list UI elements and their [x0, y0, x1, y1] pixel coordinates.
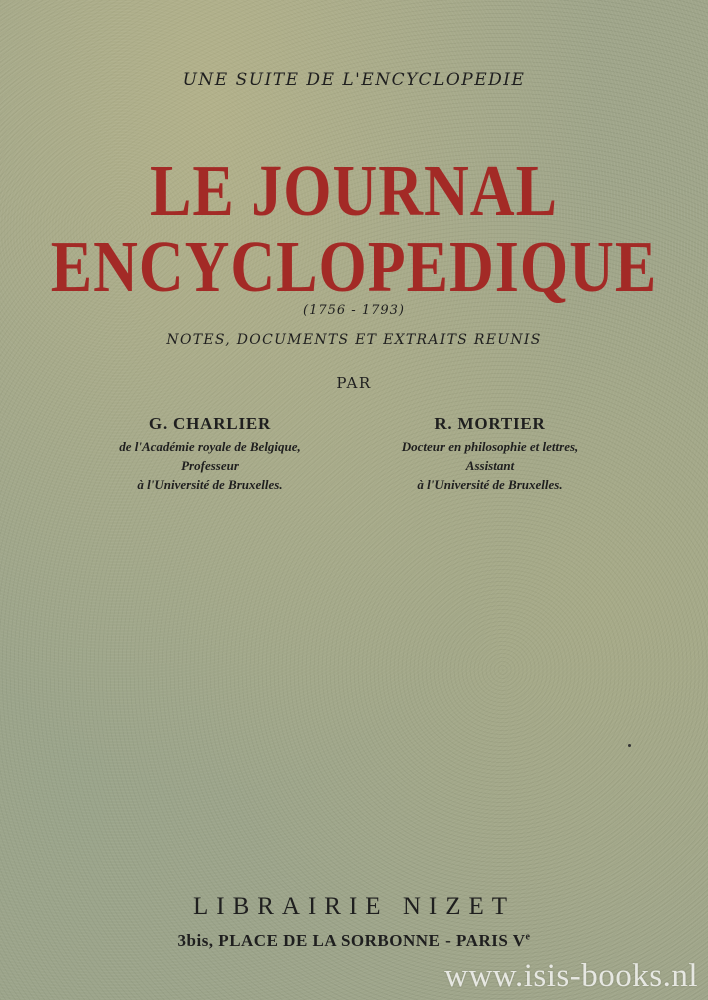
series-title: UNE SUITE DE L'ENCYCLOPEDIE: [182, 70, 526, 90]
address-text: 3bis, PLACE DE LA SORBONNE - PARIS V: [177, 931, 526, 950]
author-name: R. MORTIER: [434, 414, 546, 433]
author-affiliation-line: Docteur en philosophie et lettres,: [401, 439, 579, 454]
author-affiliation-line: de l'Académie royale de Belgique,: [119, 439, 301, 454]
author-charlier: [60, 414, 360, 494]
author-name: G. CHARLIER: [148, 414, 272, 433]
author-mortier: [340, 414, 640, 494]
by-label: PAR: [336, 374, 372, 392]
paper-speck: [628, 744, 631, 747]
main-title-line-2: ENCYCLOPEDIQUE: [50, 227, 658, 308]
publisher-name: LIBRAIRIE NIZET: [192, 893, 516, 920]
author-affiliation-line: Professeur: [181, 458, 239, 473]
main-title-line-1: LE JOURNAL: [150, 151, 558, 232]
publisher-address: [0, 931, 708, 951]
author-affiliation-line: à l'Université de Bruxelles.: [417, 477, 563, 492]
date-range: (1756 - 1793): [303, 303, 405, 318]
subtitle: NOTES, DOCUMENTS ET EXTRAITS REUNIS: [166, 332, 542, 348]
watermark-url: www.isis-books.nl: [444, 958, 698, 994]
author-affiliation-line: Assistant: [465, 458, 515, 473]
author-affiliation-line: à l'Université de Bruxelles.: [137, 477, 283, 492]
address-superscript: e: [525, 931, 531, 943]
